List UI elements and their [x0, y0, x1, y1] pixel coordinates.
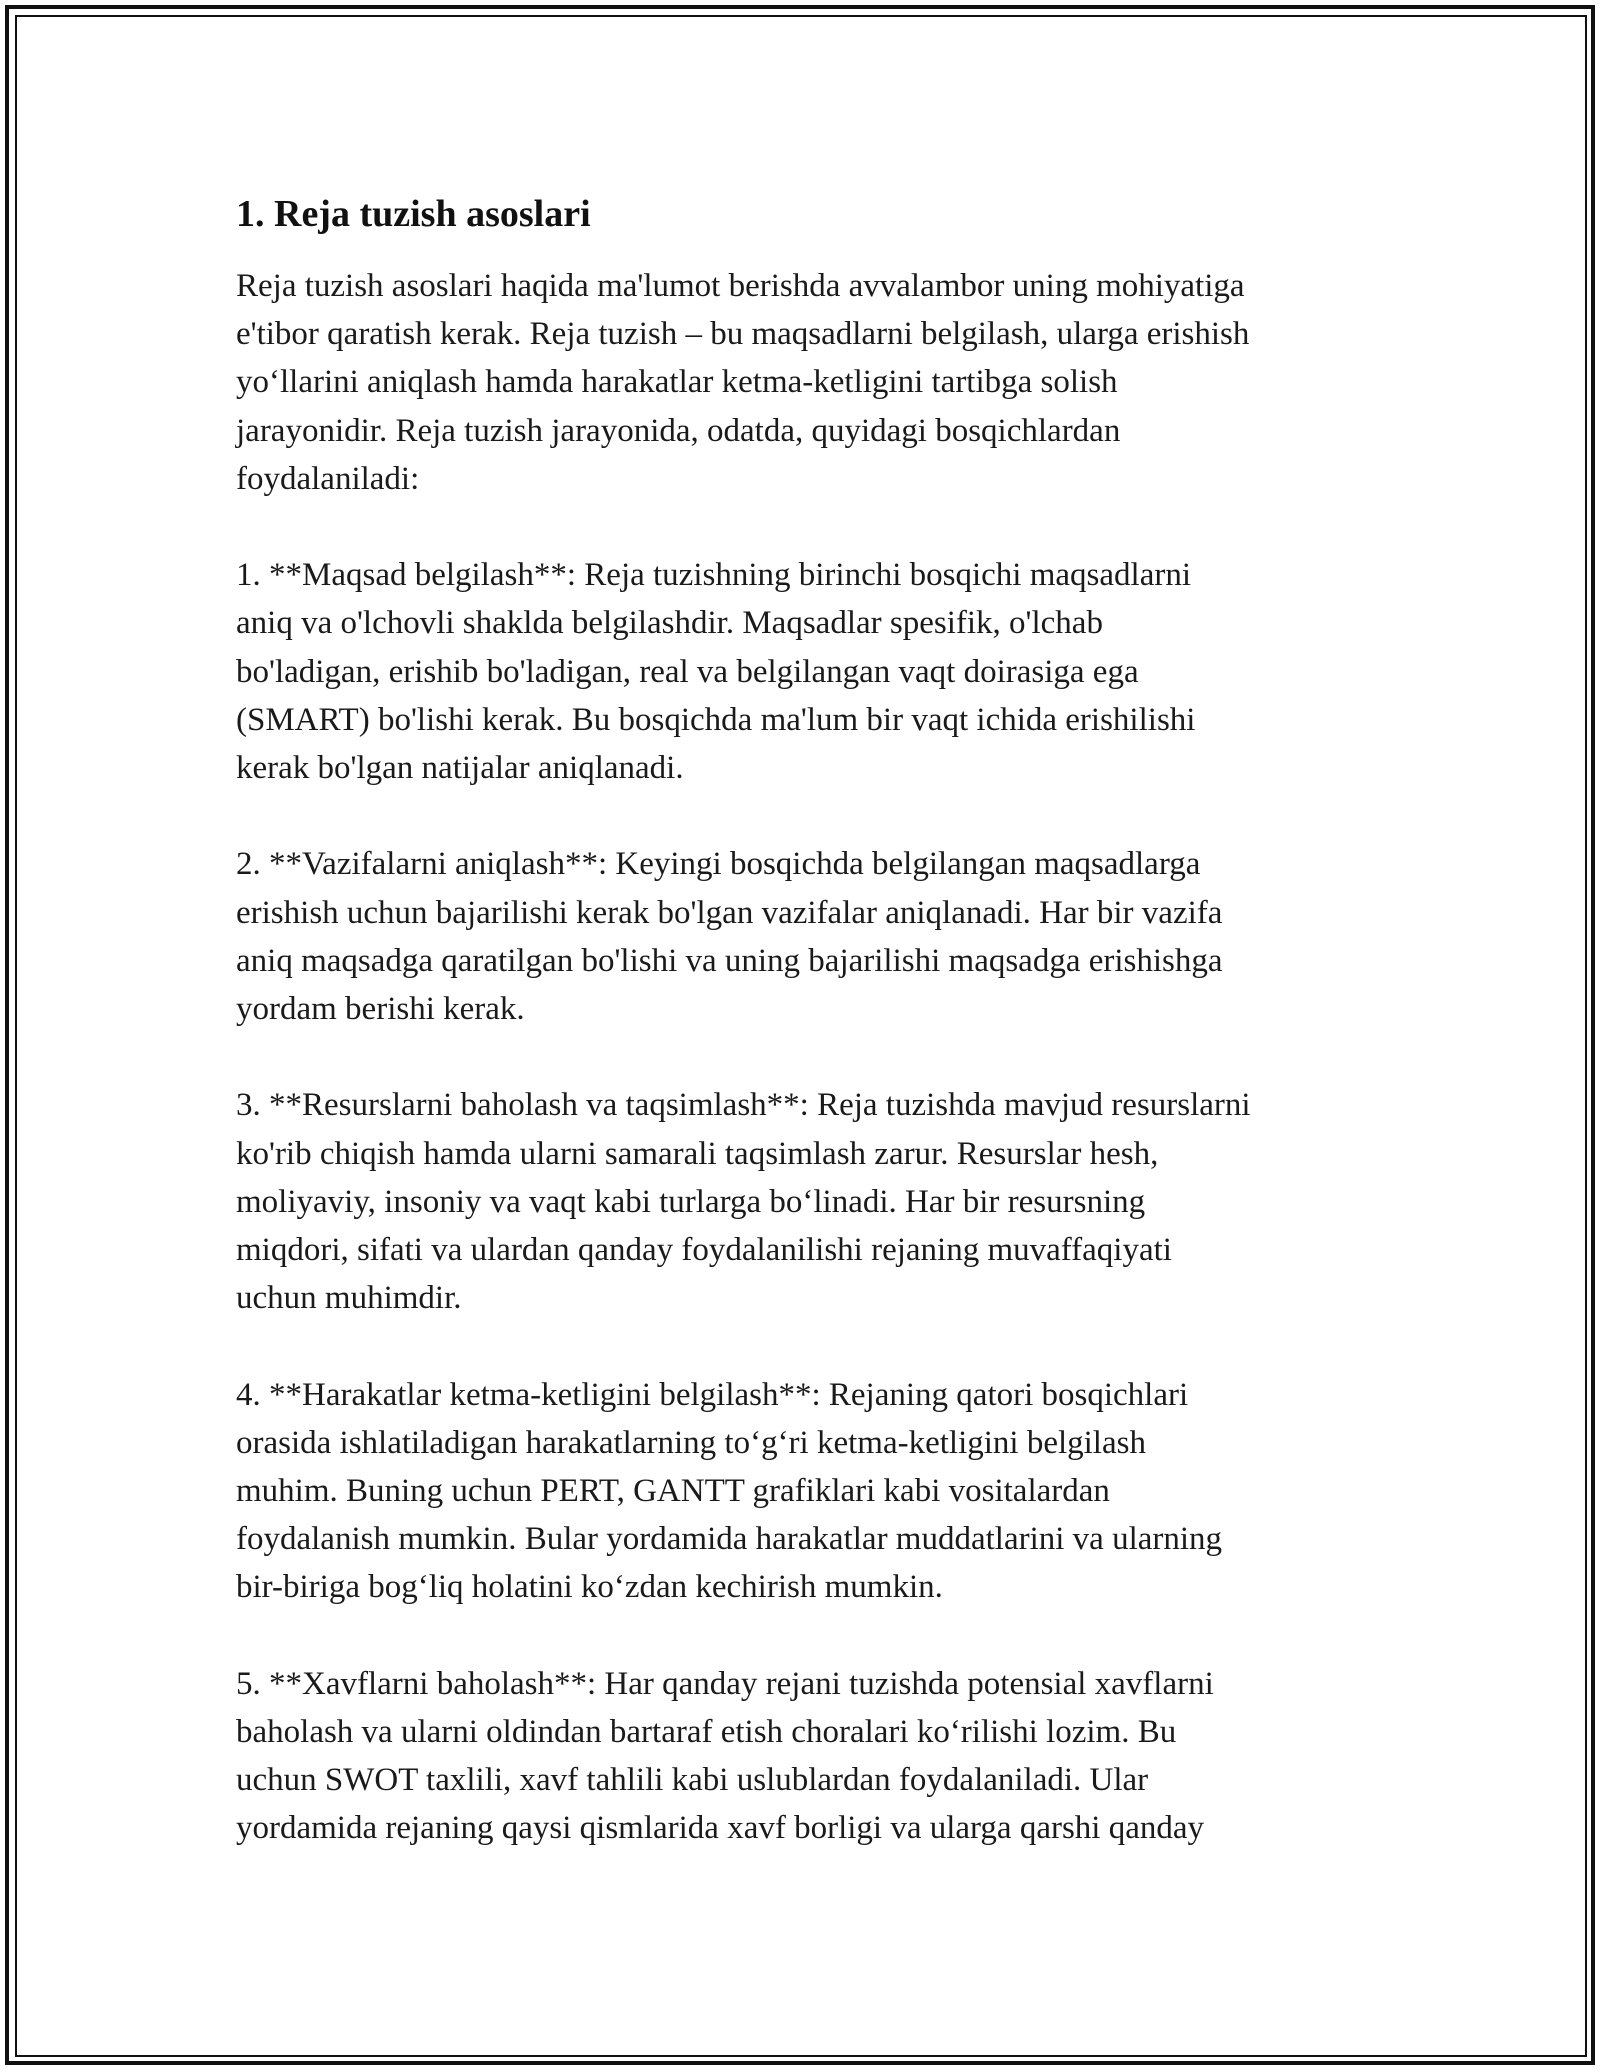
text-line: yordamida rejaning qaysi qismlarida xavf borligi va ularga qarshi qanday	[236, 1810, 1205, 1847]
text-line: orasida ishlatiladigan harakatlarning to‘g‘ri ketma-ketligini belgilash	[236, 1424, 1146, 1461]
text-line: aniq maqsadga qaratilgan bo'lishi va uning bajarilishi maqsadga erishishga	[236, 942, 1223, 979]
text-line: uchun muhimdir.	[236, 1280, 462, 1317]
text-line: 4. **Harakatlar ketma-ketligini belgilash**: Rejaning qatori bosqichlari	[236, 1376, 1189, 1413]
text-line: bo'ladigan, erishib bo'ladigan, real va belgilangan vaqt doirasiga ega	[236, 653, 1139, 690]
text-line: muhim. Buning uchun PERT, GANTT grafiklari kabi vositalardan	[236, 1473, 1110, 1510]
text-line: foydalaniladi:	[236, 460, 420, 497]
text-line: bir-biriga bog‘liq holatini ko‘zdan kechirish mumkin.	[236, 1569, 943, 1606]
section-heading: 1. Reja tuzish asoslari	[236, 193, 591, 235]
text-line: aniq va o'lchovli shaklda belgilashdir. Maqsadlar spesifik, o'lchab	[236, 605, 1103, 642]
text-line: erishish uchun bajarilishi kerak bo'lgan vazifalar aniqlanadi. Har bir vazifa	[236, 894, 1223, 931]
paragraph	[236, 551, 1376, 792]
text-line: foydalanish mumkin. Bular yordamida harakatlar muddatlarini va ularning	[236, 1521, 1223, 1558]
document-body	[236, 186, 1376, 1901]
text-line: Reja tuzish asoslari haqida ma'lumot berishda avvalambor uning mohiyatiga	[236, 268, 1245, 304]
text-line: ko'rib chiqish hamda ularni samarali taqsimlash zarur. Resurslar hesh,	[236, 1135, 1159, 1172]
paragraph-list	[236, 262, 1376, 1853]
paragraph	[236, 1660, 1376, 1853]
text-line: uchun SWOT taxlili, xavf tahlili kabi uslublardan foydalaniladi. Ular	[236, 1762, 1149, 1799]
text-line: yordam berishi kerak.	[236, 991, 525, 1028]
paragraph	[236, 1371, 1376, 1612]
text-line: jarayonidir. Reja tuzish jarayonida, odatda, quyidagi bosqichlardan	[236, 412, 1121, 449]
text-line: (SMART) bo'lishi kerak. Bu bosqichda ma'lum bir vaqt ichida erishilishi	[236, 701, 1196, 738]
text-line: miqdori, sifati va ulardan qanday foydalanilishi rejaning muvaffaqiyati	[236, 1232, 1172, 1269]
text-line: 2. **Vazifalarni aniqlash**: Keyingi bosqichda belgilangan maqsadlarga	[236, 846, 1201, 883]
text-line: yo‘llarini aniqlash hamda harakatlar ketma-ketligini tartibga solish	[236, 364, 1118, 401]
text-line: 5. **Xavflarni baholash**: Har qanday rejani tuzishda potensial xavflarni	[236, 1665, 1214, 1702]
text-line: kerak bo'lgan natijalar aniqlanadi.	[236, 750, 684, 787]
text-line: 3. **Resurslarni baholash va taqsimlash**: Reja tuzishda mavjud resurslarni	[236, 1087, 1251, 1124]
text-line: moliyaviy, insoniy va vaqt kabi turlarga bo‘linadi. Har bir resursning	[236, 1183, 1146, 1220]
text-line: 1. **Maqsad belgilash**: Reja tuzishning birinchi bosqichi maqsadlarni	[236, 557, 1192, 594]
text-line: e'tibor qaratish kerak. Reja tuzish – bu maqsadlarni belgilash, ularga erishish	[236, 316, 1250, 353]
paragraph	[236, 840, 1376, 1033]
paragraph	[236, 262, 1376, 503]
paragraph	[236, 1081, 1376, 1322]
text-line: baholash va ularni oldindan bartaraf etish choralari ko‘rilishi lozim. Bu	[236, 1714, 1177, 1751]
